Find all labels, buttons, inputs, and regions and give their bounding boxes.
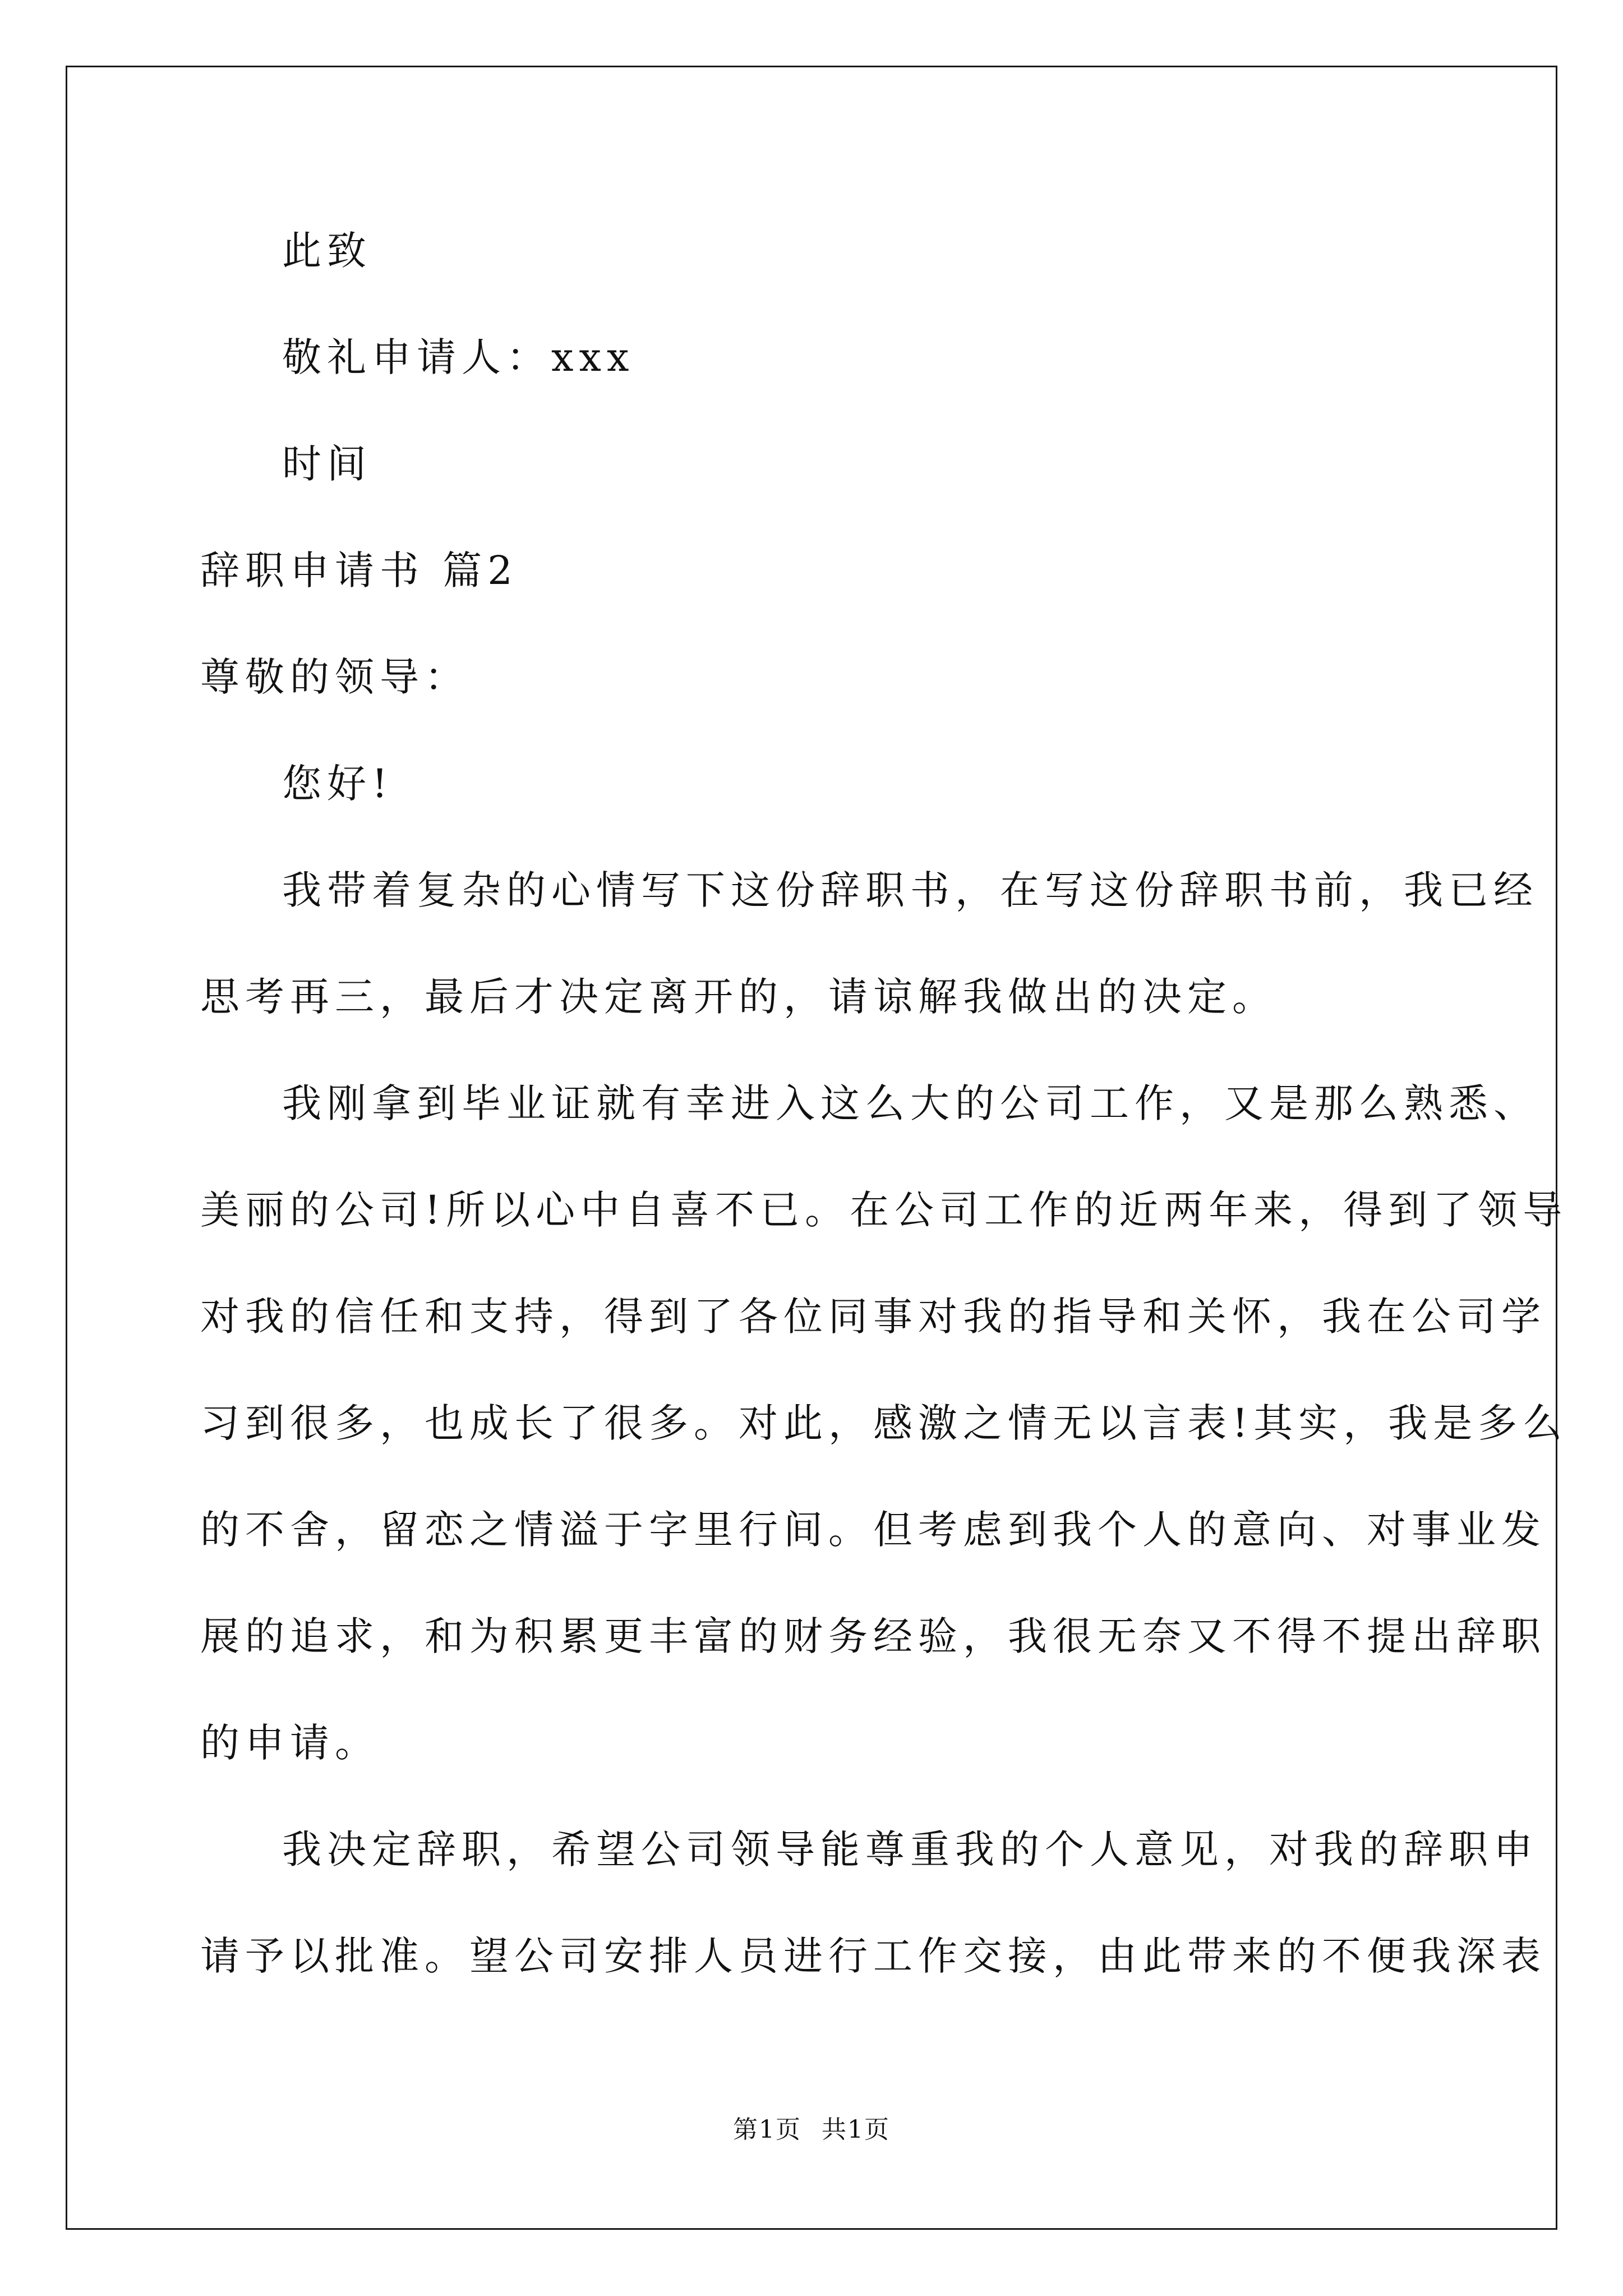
closing-line-1: 此致	[282, 228, 372, 274]
paragraph-2-line-3: 对我的信任和支持，得到了各位同事对我的指导和关怀，我在公司学	[200, 1294, 1546, 1340]
greeting: 您好!	[282, 761, 394, 807]
paragraph-1-line-2: 思考再三，最后才决定离开的，请谅解我做出的决定。	[200, 974, 1277, 1020]
page-footer	[0, 2109, 1623, 2145]
paragraph-2-line-7: 的申请。	[200, 1720, 380, 1766]
salutation: 尊敬的领导：	[200, 654, 469, 700]
paragraph-2-line-6: 展的追求，和为积累更丰富的财务经验，我很无奈又不得不提出辞职	[200, 1613, 1546, 1659]
closing-line-2: 敬礼申请人：xxx	[282, 334, 635, 380]
paragraph-2-line-2: 美丽的公司!所以心中自喜不已。在公司工作的近两年来，得到了领导	[200, 1187, 1568, 1233]
page-border	[66, 66, 1557, 2230]
page-number-total: 共1页	[822, 2115, 890, 2144]
section-heading: 辞职申请书 篇2	[200, 547, 518, 593]
paragraph-3-line-2: 请予以批准。望公司安排人员进行工作交接，由此带来的不便我深表	[200, 1933, 1546, 1979]
page-number-current: 第1页	[733, 2115, 801, 2144]
paragraph-2-line-1: 我刚拿到毕业证就有幸进入这么大的公司工作，又是那么熟悉、	[282, 1080, 1538, 1126]
paragraph-2-line-4: 习到很多，也成长了很多。对此，感激之情无以言表!其实，我是多么	[200, 1400, 1568, 1446]
paragraph-2-line-5: 的不舍，留恋之情溢于字里行间。但考虑到我个人的意向、对事业发	[200, 1507, 1546, 1553]
closing-line-3: 时间	[282, 441, 372, 487]
paragraph-3-line-1: 我决定辞职，希望公司领导能尊重我的个人意见，对我的辞职申	[282, 1826, 1538, 1872]
paragraph-1-line-1: 我带着复杂的心情写下这份辞职书，在写这份辞职书前，我已经	[282, 867, 1538, 913]
